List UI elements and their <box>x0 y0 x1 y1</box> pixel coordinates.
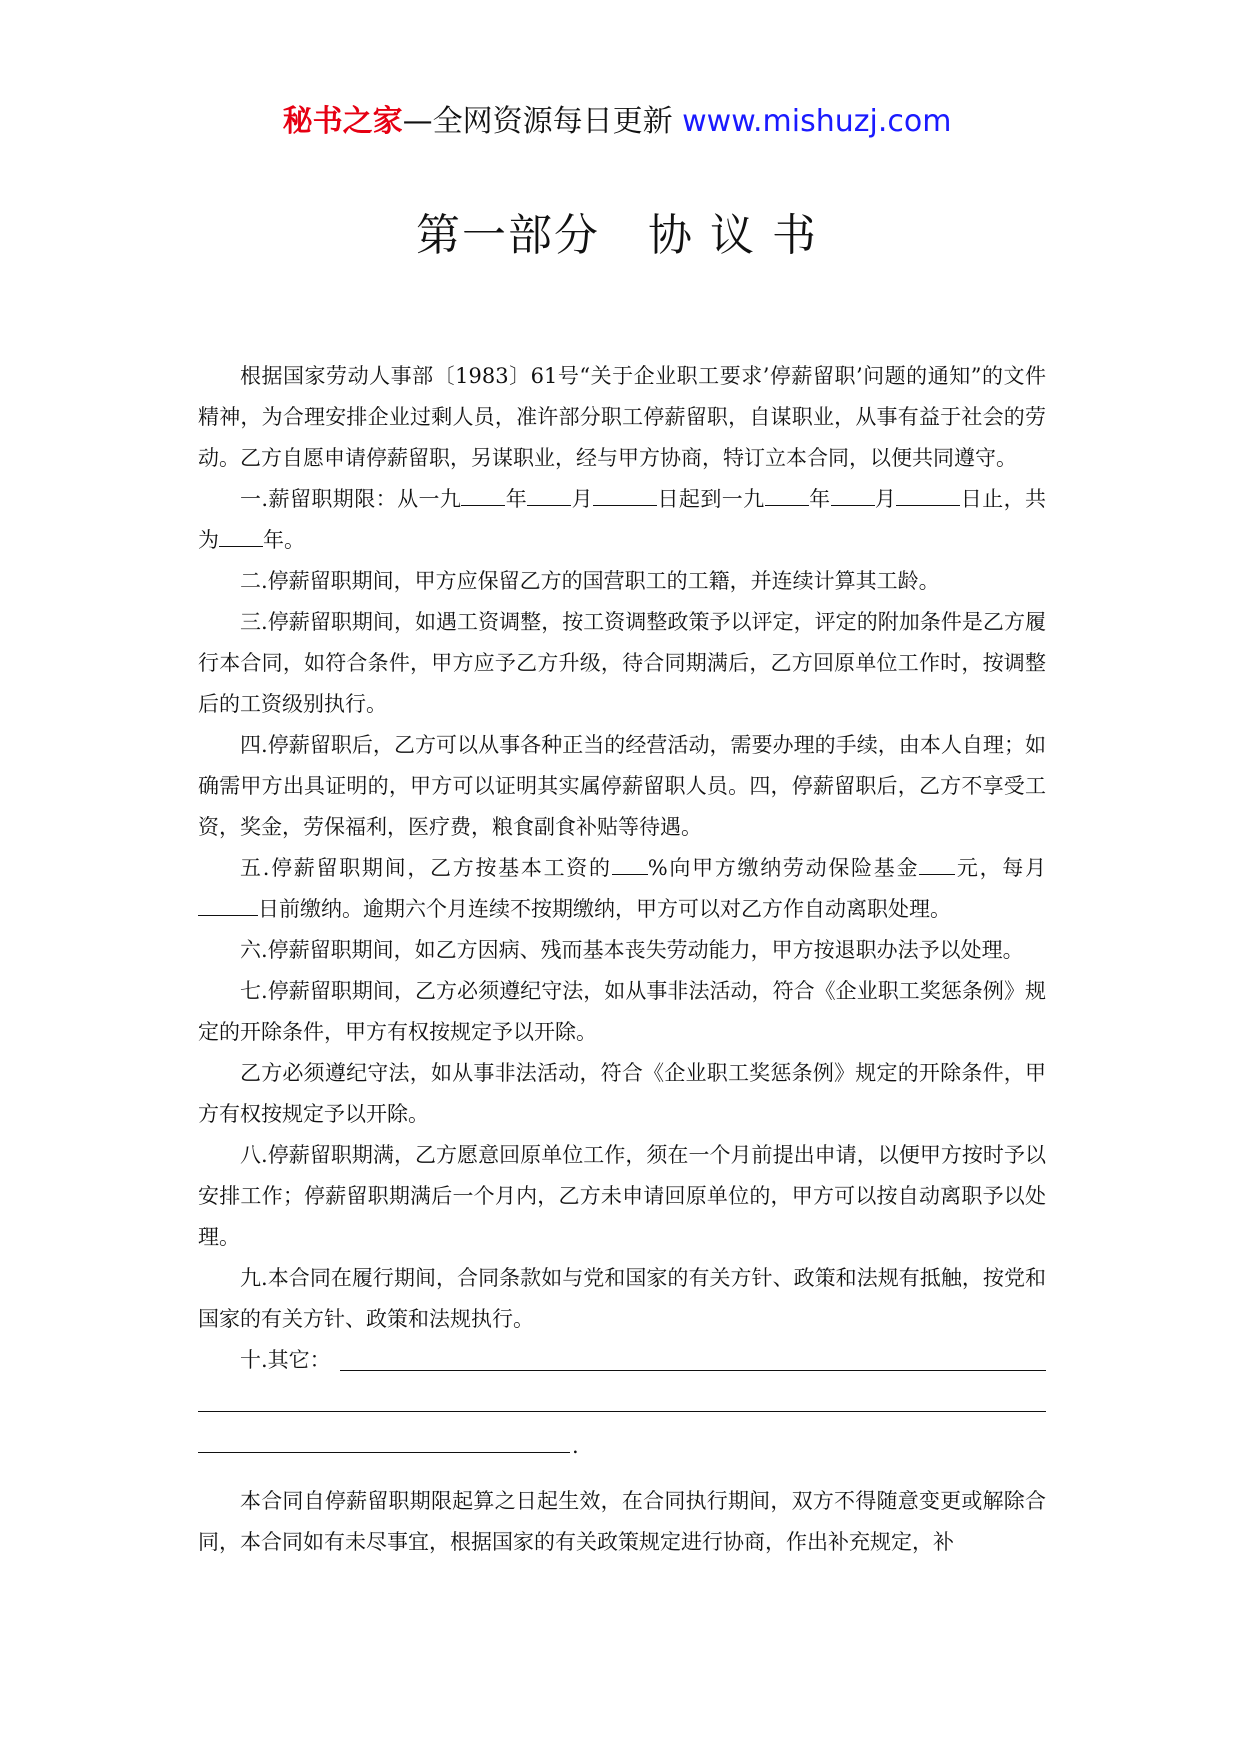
clause-7: 七.停薪留职期间，乙方必须遵纪守法，如从事非法活动，符合《企业职工奖惩条例》规定的开除条件，甲方有权按规定予以开除。 <box>198 979 1046 1044</box>
blank-field <box>198 891 258 916</box>
clause-1-text: 日起到一九 <box>657 487 765 511</box>
blank-line <box>340 1370 1046 1371</box>
clause-1 <box>198 479 1046 561</box>
site-url-link[interactable]: www.mishuzj.com <box>682 104 952 139</box>
clause-4: 四.停薪留职后，乙方可以从事各种正当的经营活动，需要办理的手续，由本人自理；如确需甲方出具证明的，甲方可以证明其实属停薪留职人员。四，停薪留职后，乙方不享受工资，奖金，劳保福利，医疗费，粮食副食补贴等待遇。 <box>198 733 1046 839</box>
clause-1-text: 年 <box>808 487 831 511</box>
clause-1-text: 日止，共为 <box>198 487 1047 552</box>
clause-5-text: 日前缴纳。逾期六个月连续不按期缴纳，甲方可以对乙方作自动离职处理。 <box>258 897 951 921</box>
clause-1-text: 年。 <box>263 528 305 552</box>
blank-field <box>593 481 657 506</box>
blank-field <box>831 481 875 506</box>
clause-10-blank-line-end <box>198 1422 1046 1463</box>
clause-10-blank-line <box>198 1381 1046 1422</box>
clause-10-label: 十.其它： <box>240 1348 331 1372</box>
clause-1-text: 月 <box>874 487 897 511</box>
end-period: . <box>572 1434 579 1458</box>
blank-line <box>198 1411 1046 1412</box>
clause-5 <box>198 848 1046 930</box>
blank-field <box>919 850 955 875</box>
blank-field <box>527 481 571 506</box>
clause-10 <box>198 1340 1046 1381</box>
blank-line <box>198 1452 570 1453</box>
blank-field <box>219 522 263 547</box>
clause-9: 九.本合同在履行期间，合同条款如与党和国家的有关方针、政策和法规有抵触，按党和国家的有关方针、政策和法规执行。 <box>198 1266 1046 1331</box>
clause-1-text: 月 <box>571 487 594 511</box>
clause-5-text: 元，每月 <box>955 856 1047 880</box>
blank-field <box>612 850 648 875</box>
clause-5-text: 五.停薪留职期间，乙方按基本工资的 <box>240 856 612 880</box>
intro-paragraph: 根据国家劳动人事部〔1983〕61号“关于企业职工要求’停薪留职’问题的通知”的文件精神，为合理安排企业过剩人员，准许部分职工停薪留职，自谋职业，从事有益于社会的劳动。乙方自愿申请停薪留职，另谋职业，经与甲方协商，特订立本合同，以便共同遵守。 <box>198 364 1046 470</box>
clause-6: 六.停薪留职期间，如乙方因病、残而基本丧失劳动能力，甲方按退职办法予以处理。 <box>240 938 1024 962</box>
site-header <box>0 102 1234 142</box>
clause-1-text: 年 <box>505 487 528 511</box>
clause-7-repeat: 乙方必须遵纪守法，如从事非法活动，符合《企业职工奖惩条例》规定的开除条件，甲方有权按规定予以开除。 <box>198 1061 1046 1126</box>
clause-1-text: 一.薪留职期限：从一九 <box>240 487 462 511</box>
document-title: 第一部分 协 议 书 <box>416 210 818 261</box>
document-body <box>198 356 1046 1563</box>
clause-3: 三.停薪留职期间，如遇工资调整，按工资调整政策予以评定，评定的附加条件是乙方履行本合同，如符合条件，甲方应予乙方升级，待合同期满后，乙方回原单位工作时，按调整后的工资级别执行。 <box>198 610 1046 716</box>
header-tagline: —全网资源每日更新 <box>402 104 673 139</box>
clause-5-text: %向甲方缴纳劳动保险基金 <box>647 856 920 880</box>
blank-field <box>896 481 960 506</box>
blank-field <box>461 481 505 506</box>
clause-2: 二.停薪留职期间，甲方应保留乙方的国营职工的工籍，并连续计算其工龄。 <box>240 569 940 593</box>
clause-8: 八.停薪留职期满，乙方愿意回原单位工作，须在一个月前提出申请，以便甲方按时予以安排工作；停薪留职期满后一个月内，乙方未申请回原单位的，甲方可以按自动离职予以处理。 <box>198 1143 1046 1249</box>
closing-paragraph: 本合同自停薪留职期限起算之日起生效，在合同执行期间，双方不得随意变更或解除合同，本合同如有未尽事宜，根据国家的有关政策规定进行协商，作出补充规定，补 <box>198 1489 1046 1554</box>
blank-field <box>765 481 809 506</box>
brand-name: 秘书之家 <box>282 104 403 139</box>
